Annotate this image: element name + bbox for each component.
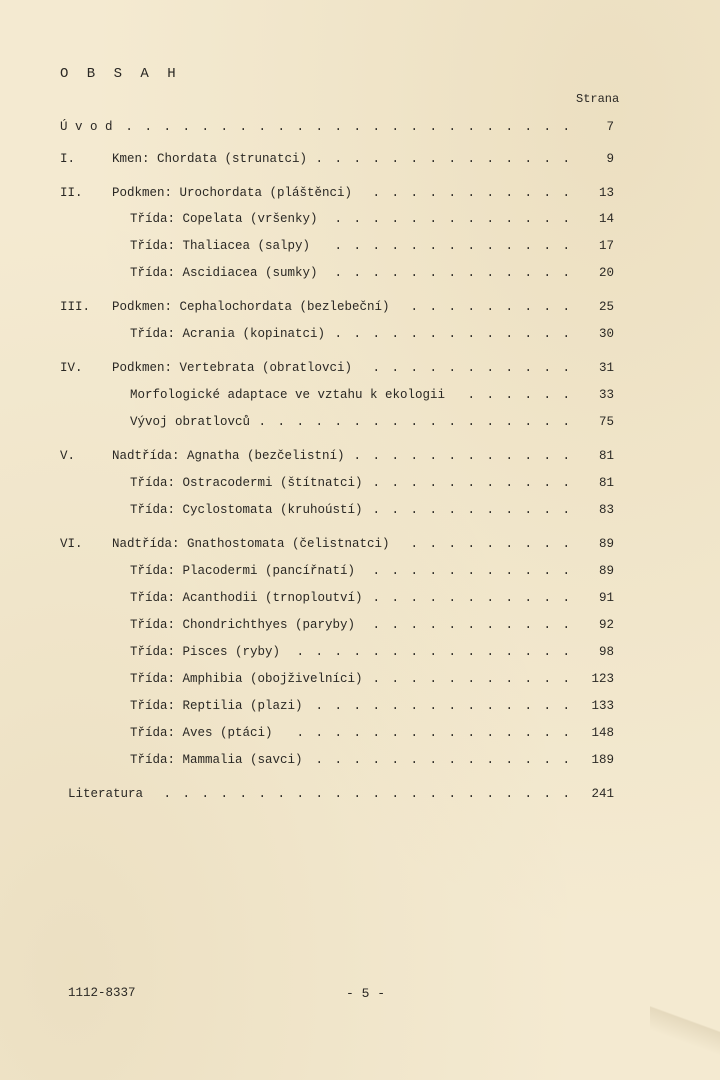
toc-entry-page: 89	[598, 537, 614, 551]
toc-entry-page: 81	[598, 476, 614, 490]
toc-entry-number: VI.	[60, 537, 83, 551]
toc-entry	[0, 298, 720, 316]
toc-entry-title: Kmen: Chordata (strunatci)	[112, 152, 308, 166]
dot-leader	[400, 298, 572, 316]
toc-entry-title: Literatura	[68, 787, 144, 801]
dot-leader	[373, 474, 572, 492]
toc-entry-page: 25	[598, 300, 614, 314]
toc-entry	[0, 325, 720, 343]
toc-entry	[0, 643, 720, 661]
toc-entry-title: Podkmen: Vertebrata (obratlovci)	[112, 361, 353, 375]
dot-leader	[290, 643, 572, 661]
dot-leader	[260, 413, 572, 431]
toc-entry	[0, 697, 720, 715]
toc-entry	[0, 589, 720, 607]
toc-entry-title: Vývoj obratlovců	[130, 415, 251, 429]
dot-leader	[373, 670, 572, 688]
toc-entry-title: Třída: Chondrichthyes (paryby)	[130, 618, 356, 632]
dot-leader	[362, 359, 572, 377]
dot-leader	[365, 562, 572, 580]
dot-leader	[320, 237, 572, 255]
toc-entry-title: Třída: Mammalia (savci)	[130, 753, 303, 767]
toc-entry-page: 81	[598, 449, 614, 463]
toc-entry-page: 17	[598, 239, 614, 253]
toc-entry	[0, 616, 720, 634]
toc-entry-page: 123	[591, 672, 614, 686]
toc-entry	[0, 237, 720, 255]
toc-entry-number: IV.	[60, 361, 83, 375]
toc-entry-title: Třída: Pisces (ryby)	[130, 645, 281, 659]
toc-entry-title: Ú v o d	[60, 120, 113, 134]
dot-leader	[283, 724, 572, 742]
dot-leader	[400, 535, 572, 553]
toc-entry-page: 20	[598, 266, 614, 280]
toc-entry-title: Nadtřída: Gnathostomata (čelistnatci)	[112, 537, 390, 551]
dot-leader	[365, 616, 572, 634]
dot-leader	[328, 210, 572, 228]
toc-entry-page: 30	[598, 327, 614, 341]
page-number: - 5 -	[346, 986, 386, 1001]
dot-leader	[355, 447, 572, 465]
toc-entry-title: Třída: Acanthodii (trnoploutví)	[130, 591, 363, 605]
toc-entry-title: Nadtřída: Agnatha (bezčelistní)	[112, 449, 345, 463]
toc-entry-number: I.	[60, 152, 76, 166]
dot-leader	[455, 386, 572, 404]
toc-entry-title: Podkmen: Cephalochordata (bezlebeční)	[112, 300, 390, 314]
toc-entry	[0, 150, 720, 168]
dot-leader	[373, 589, 572, 607]
toc-entry-title: Třída: Acrania (kopinatci)	[130, 327, 326, 341]
toc-entry-title: Třída: Aves (ptáci)	[130, 726, 273, 740]
toc-entry-page: 241	[591, 787, 614, 801]
toc-entry-page: 189	[591, 753, 614, 767]
toc-entry-title: Morfologické adaptace ve vztahu k ekologii	[130, 388, 446, 402]
dot-leader	[328, 264, 572, 282]
toc-entry-page: 92	[598, 618, 614, 632]
toc-entry	[0, 474, 720, 492]
dot-leader	[153, 785, 572, 803]
dot-leader	[362, 184, 572, 202]
toc-heading: O B S A H	[60, 66, 181, 82]
toc-entry	[0, 785, 720, 803]
toc-entry-page: 7	[606, 120, 614, 134]
toc-entry-title: Podkmen: Urochordata (pláštěnci)	[112, 186, 353, 200]
toc-entry-number: III.	[60, 300, 91, 314]
toc-entry-page: 33	[598, 388, 614, 402]
toc-entry	[0, 751, 720, 769]
dot-leader	[313, 751, 572, 769]
dot-leader	[313, 697, 572, 715]
page-fold-shadow	[650, 940, 720, 1080]
toc-entry	[0, 184, 720, 202]
toc-entry-number: V.	[60, 449, 76, 463]
toc-entry-title: Třída: Cyclostomata (kruhoústí)	[130, 503, 363, 517]
document-code: 1112-8337	[68, 986, 136, 1000]
toc-entry	[0, 386, 720, 404]
toc-entry-page: 148	[591, 726, 614, 740]
dot-leader	[335, 325, 572, 343]
toc-entry-page: 9	[606, 152, 614, 166]
toc-entry	[0, 501, 720, 519]
page-column-label: Strana	[576, 92, 620, 106]
toc-entry	[0, 264, 720, 282]
toc-entry-page: 31	[598, 361, 614, 375]
toc-entry-title: Třída: Reptilia (plazi)	[130, 699, 303, 713]
dot-leader	[123, 118, 572, 136]
toc-entry	[0, 670, 720, 688]
toc-entry-title: Třída: Ascidiacea (sumky)	[130, 266, 318, 280]
toc-entry	[0, 118, 720, 136]
toc-entry	[0, 413, 720, 431]
toc-entry-page: 133	[591, 699, 614, 713]
toc-entry-page: 14	[598, 212, 614, 226]
dot-leader	[317, 150, 572, 168]
dot-leader	[373, 501, 572, 519]
toc-entry-page: 13	[598, 186, 614, 200]
toc-entry-page: 83	[598, 503, 614, 517]
toc-entry-page: 91	[598, 591, 614, 605]
toc-entry	[0, 447, 720, 465]
toc-entry-title: Třída: Amphibia (obojživelníci)	[130, 672, 363, 686]
toc-entry	[0, 535, 720, 553]
toc-entry-title: Třída: Thaliacea (salpy)	[130, 239, 311, 253]
toc-entry	[0, 562, 720, 580]
toc-entry-page: 75	[598, 415, 614, 429]
toc-entry	[0, 724, 720, 742]
toc-entry-title: Třída: Copelata (vršenky)	[130, 212, 318, 226]
toc-entry-page: 89	[598, 564, 614, 578]
toc-entry-number: II.	[60, 186, 83, 200]
toc-entry-title: Třída: Placodermi (pancířnatí)	[130, 564, 356, 578]
toc-entry	[0, 359, 720, 377]
toc-entry-title: Třída: Ostracodermi (štítnatci)	[130, 476, 363, 490]
toc-entry	[0, 210, 720, 228]
toc-entry-page: 98	[598, 645, 614, 659]
